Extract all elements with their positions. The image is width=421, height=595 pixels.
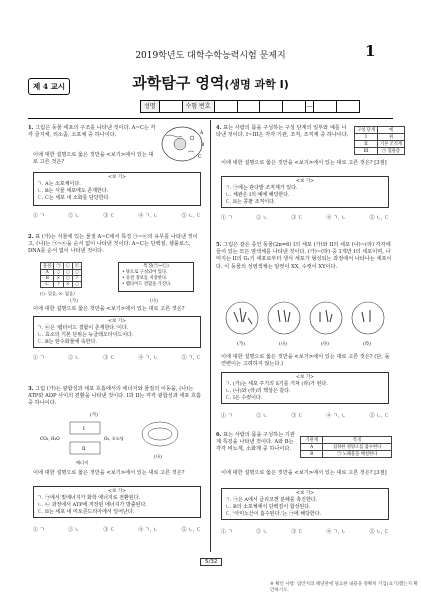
q2-table-note: (○: 있음, ×: 없음) [40,291,75,296]
q6-choices [221,528,389,535]
q5-choice-5[interactable]: ⑤ ㄴ, ㄷ [369,413,389,419]
q2-item-3: ㄷ. B는 탄수화물에 속한다. [37,339,97,345]
q5-choice-2[interactable]: ② ㄴ [256,413,268,419]
q2-table [40,262,82,288]
q2-features-title: 특징(㉠~㉢) [143,264,169,269]
q3-item-3: ㄷ. II는 세포 내 미토콘드리아에서 일어난다. [37,509,135,515]
exam-no-cell-5[interactable] [314,101,337,112]
q6-choice-4[interactable]: ④ ㄱ, ㄴ [326,529,346,535]
q6-table-head [301,437,392,444]
q5-text: 그림은 같은 종인 동물(2n=6) I의 세포 (가)와 II의 세포 (나)~(라) 각각에 들어 있는 모든 염색체를 나타낸 것이다. (가)~(라) 중 1개만 I의 세포이며, 나머지는 II의 G₁기 세포로부터 생식 세포가 형성되는 과정에서 나타나는 세포이다. 이 동물의 성염색체는 암컷이 XX, 수컷이 XY이다. [216,242,392,270]
q1-choices [33,212,201,219]
q5-bogi-box [221,372,389,404]
q3-bogi-box [33,486,201,518]
q4-cell: 위 [377,134,404,141]
name-field[interactable] [160,101,183,112]
q2-cell: B [41,276,54,282]
q1-stem [28,125,158,139]
q4-th-1: 예 [377,127,404,134]
q4-text: 표는 사람의 몸을 구성하는 구성 단계의 일부와 예를 나타낸 것이다. I~III은 각각 기관, 조직, 조직계 중 하나이다. [216,125,349,139]
q3-choice-5[interactable]: ⑤ ㄴ, ㄷ [181,527,201,533]
q5-caption-na: (나) [279,342,287,347]
q4-cell: III [355,148,378,155]
q4-stem [216,125,351,139]
q6-cell: B [301,451,323,458]
q6-choice-1[interactable]: ① ㄱ [221,529,233,535]
q5-bogi-title: <보 기> [295,375,315,380]
q2-th-1: ㉠ [54,263,63,270]
q2-cell: × [63,282,72,288]
q2-cell: ○ [72,282,81,288]
q2-stem [28,234,204,256]
q4-cell: ㉠ 혈관층 [377,148,404,155]
q2-cell: ○ [63,270,72,276]
q5-cell-da [310,302,342,334]
q2-choice-1[interactable]: ① ㄱ [33,355,45,361]
footer-note: ※ 확인 사항: 답안지의 해당란에 필요한 내용을 정확히 기입(표기)했는지 확인하시오. [270,582,418,593]
q3-item-2: ㄴ. ㉡ 과정에서 ATP에 저장된 에너지가 방출된다. [37,502,147,508]
q1-choice-3[interactable]: ③ ㄷ [103,213,115,219]
q5-caption-ra: (라) [363,342,371,347]
q5-chromosome-figure [222,296,392,348]
exam-no-cell-3[interactable] [260,101,283,112]
q5-item-3: ㄷ. I은 수컷이다. [225,395,263,401]
q6-cell: ㉠ 노폐물을 배설한다 [323,451,392,458]
exam-no-cell-2[interactable] [238,101,261,112]
q4-bogi-title: <보 기> [295,179,315,184]
footer-page-number: 5/32 [200,558,222,566]
q5-cell-na [268,302,300,334]
exam-no-cell-4[interactable] [283,101,306,112]
q6-stem [216,432,296,454]
q2-choice-2[interactable]: ② ㄴ [68,355,80,361]
q2-cell: ? [72,276,81,282]
q6-prompt: 이에 대한 설명으로 옳은 것만을 <보기>에서 있는 대로 고른 것은? [3점] [221,470,387,476]
q6-choice-2[interactable]: ② ㄴ [256,529,268,535]
q3-caption-na: (나) [154,455,162,460]
q2-item-2: ㄴ. 효소의 기본 단위는 뉴클레오타이드이다. [37,332,134,338]
q3-figure [40,410,200,466]
q4-item-2: ㄴ. 체관은 I의 예에 해당한다. [225,192,290,198]
q6-text: 표는 사람의 몸을 구성하는 기관계 특징을 나타낸 것이다. A와 B는 각각 비뇨계, 소화계 중 하나이다. [216,432,295,453]
q4-cell: 기본 조직계 [377,141,404,148]
q1-choice-1[interactable]: ① ㄱ [33,213,45,219]
name-exam-box [140,100,360,113]
q5-stem [216,242,394,271]
q2-bogi-title: <보 기> [107,319,127,324]
q4-number: 4. [216,125,222,131]
q3-bogi-title: <보 기> [107,489,127,494]
q3-choice-3[interactable]: ③ ㄷ [103,527,115,533]
q6-table [300,436,392,458]
subject-title [0,72,421,93]
q2-cell: ○ [72,270,81,276]
q1-choice-2[interactable]: ② ㄴ [68,213,80,219]
q6-bogi-title: <보 기> [295,491,315,496]
q5-choice-4[interactable]: ④ ㄱ, ㄴ [326,413,346,419]
q1-choice-4[interactable]: ④ ㄱ, ㄴ [138,213,158,219]
q5-cell-ra [352,302,384,334]
q6-cell: 섭취한 영양소를 흡수한다 [323,444,392,451]
exam-no-cell-6[interactable] [337,101,359,112]
q4-cell: I [355,134,378,141]
q4-bogi-box [221,176,389,208]
q5-caption-ga: (가) [237,342,245,347]
q1-bogi-box [33,172,201,206]
q6-number: 6. [216,432,222,438]
q5-cell-ga [226,302,258,334]
q4-th-0: 구성 단계 [355,127,378,134]
q1-fig-label-b: B [201,143,205,148]
q5-item-1: ㄱ. (가)는 세포 주기의 S기를 거쳐 (라)가 된다. [225,381,328,387]
q2-cell: ○ [63,276,72,282]
q6-item-2: ㄴ. B의 소포체에서 단백질이 합성된다. [225,504,311,510]
q4-choices [221,214,389,221]
q2-item-1: ㄱ. ㉢은 '펩타이드 결합이 존재한다.'이다. [37,325,129,331]
subject-sub: (생명 과학 I) [224,78,289,91]
exam-title: 2019학년도 대학수학능력시험 문제지 [135,51,286,61]
session-label: 제 4 교시 [28,78,70,95]
q6-th-1: 특징 [323,437,392,444]
q3-label-o2: O₂, 포도당 [104,436,124,441]
q1-item-2: ㄴ. B는 식물 세포에도 존재한다. [37,188,109,194]
exam-no-cell-1[interactable] [215,101,238,112]
q2-th-0: 물질 [41,263,54,270]
q1-bogi-title: <보 기> [107,175,127,180]
q2-feature-3: • 펩타이드 결합을 가진다. [122,282,172,287]
exam-no-dash: — [306,103,313,110]
q3-label-energy: 에너지 [76,460,89,465]
exam-no-label: 수험 번호 [183,101,215,112]
q4-prompt: 이에 대한 설명으로 옳은 것만을 <보기>에서 있는 대로 고른 것은? [3점] [221,160,387,166]
header-rule [28,118,393,119]
q3-stem [28,386,204,408]
q2-cell: ○ [54,270,63,276]
q1-prompt: 이에 대한 설명으로 옳은 것만을 <보기>에서 있는 대로 고른 것은? [33,152,154,166]
q2-number: 2. [28,234,34,240]
q2-table-head [41,263,82,270]
q2-th-2: ㉡ [63,263,72,270]
q1-fig-label-a: A [200,131,204,136]
q2-cell: ? [54,282,63,288]
q3-item-1: ㄱ. ㉠에서 빛에너지가 화학 에너지로 전환된다. [37,495,141,501]
table-row [301,444,392,451]
q1-fig-label-c: C [198,155,202,160]
table-row [301,451,392,458]
q5-choice-3[interactable]: ③ ㄷ [291,413,303,419]
q2-choice-5[interactable]: ⑤ ㄱ, ㄷ [181,355,201,361]
subject-main: 과학탐구 영역 [132,74,225,92]
q1-text: 그림은 동물 세포의 구조를 나타낸 것이다. A~C는 각각 골지체, 리소좀, 소포체 중 하나이다. [28,125,156,139]
q6-choice-5[interactable]: ⑤ ㄴ, ㄷ [369,529,389,535]
q3-prompt: 이에 대한 설명으로 옳은 것만을 <보기>에서 있는 대로 고른 것은? [33,470,185,476]
q2-choice-4[interactable]: ④ ㄱ, ㄴ [138,355,158,361]
q5-choice-1[interactable]: ① ㄱ [221,413,233,419]
q4-choice-2[interactable]: ② ㄴ [256,215,268,221]
q1-cell-figure [158,124,206,164]
q4-choice-4[interactable]: ④ ㄱ, ㄴ [326,215,346,221]
q2-choices [33,354,201,361]
q2-cell: C [41,282,54,288]
q6-bogi-box [221,488,389,520]
q3-caption-ga: (가) [90,413,98,418]
q4-cell: II [355,141,378,148]
q4-choice-5[interactable]: ⑤ ㄴ, ㄷ [369,215,389,221]
table-row [41,282,82,288]
table-row [355,134,405,141]
q4-item-3: ㄷ. II는 콩팥 조직이다. [225,199,276,205]
q5-choices [221,412,389,419]
column-divider [210,120,211,552]
q2-caption-ga: (가) [70,299,78,304]
q3-choices [33,526,201,533]
q6-choice-3[interactable]: ③ ㄷ [291,529,303,535]
q2-feature-1: • 당으로 구성되어 있다. [122,270,168,275]
q2-cell: A [41,270,54,276]
q4-choice-1[interactable]: ① ㄱ [221,215,233,221]
q3-choice-4[interactable]: ④ ㄱ, ㄴ [138,527,158,533]
q4-choice-3[interactable]: ③ ㄷ [291,215,303,221]
q3-choice-2[interactable]: ② ㄴ [68,527,80,533]
q2-prompt: 이에 대한 설명으로 옳은 것만을 <보기>에서 있는 대로 고른 것은? [33,306,185,312]
q2-text: 표 (가)는 식물에 있는 물질 A~C에서 특징 ㉠~㉢의 유무를 나타낸 것이고, (나)는 ㉠~㉢을 순서 없이 나타낸 것이다. A~C는 단백질, 셀룰로스, DNA를 순서 없이 나타낸 것이다. [28,234,198,255]
q1-item-3: ㄷ. C는 세포 내 소화를 담당한다. [37,195,110,201]
q3-label-co2: CO₂, H₂O [40,436,60,441]
q6-cell: A [301,444,323,451]
q3-label-ii: II [82,447,86,452]
name-label: 성명 [141,101,160,112]
q2-features-box [118,262,194,292]
q4-table [354,126,405,155]
q4-item-1: ㄱ. ㉠에는 관다발 조직계가 있다. [225,185,298,191]
q3-number: 3. [28,386,34,392]
q6-item-3: ㄷ. '아미노산이 흡수된다.'는 ㉠에 해당한다. [225,511,322,517]
q5-prompt: 이에 대한 설명으로 옳은 것만을 <보기>에서 있는 대로 고른 것은? (단, 돌연변이는 고려하지 않는다.) [221,354,390,368]
q6-th-0: 기관계 [301,437,323,444]
q1-choice-5[interactable]: ⑤ ㄴ, ㄷ [181,213,201,219]
q1-item-1: ㄱ. A는 소포체이다. [37,181,81,187]
q2-cell: × [54,276,63,282]
q1-number: 1. [28,125,34,131]
page-number: 1 [365,42,376,60]
q6-item-1: ㄱ. ㉠은 A에서 글리코겐 분해를 촉진한다. [225,497,318,503]
q5-caption-da: (다) [321,342,329,347]
q4-table-head [355,127,405,134]
q2-bogi-box [33,316,201,348]
table-row [355,148,405,155]
q3-choice-1[interactable]: ① ㄱ [33,527,45,533]
q2-th-3: ㉢ [72,263,81,270]
q3-label-i: I [83,427,85,432]
q3-text: 그림 (가)는 광합성과 세포 호흡에서의 에너지와 물질의 이동을, (나)는 ATP와 ADP 사이의 전환을 나타낸 것이다. I과 II는 각각 광합성과 세포 호흡 중 하나이다. [28,386,202,407]
q2-feature-2: • 유전 정보를 저장한다. [122,276,168,281]
table-row [355,141,405,148]
q5-number: 5. [216,242,222,248]
q2-caption-na: (나) [150,299,158,304]
q2-choice-3[interactable]: ③ ㄷ [103,355,115,361]
q5-item-2: ㄴ. (나)와 (라)의 핵상은 같다. [225,388,291,394]
